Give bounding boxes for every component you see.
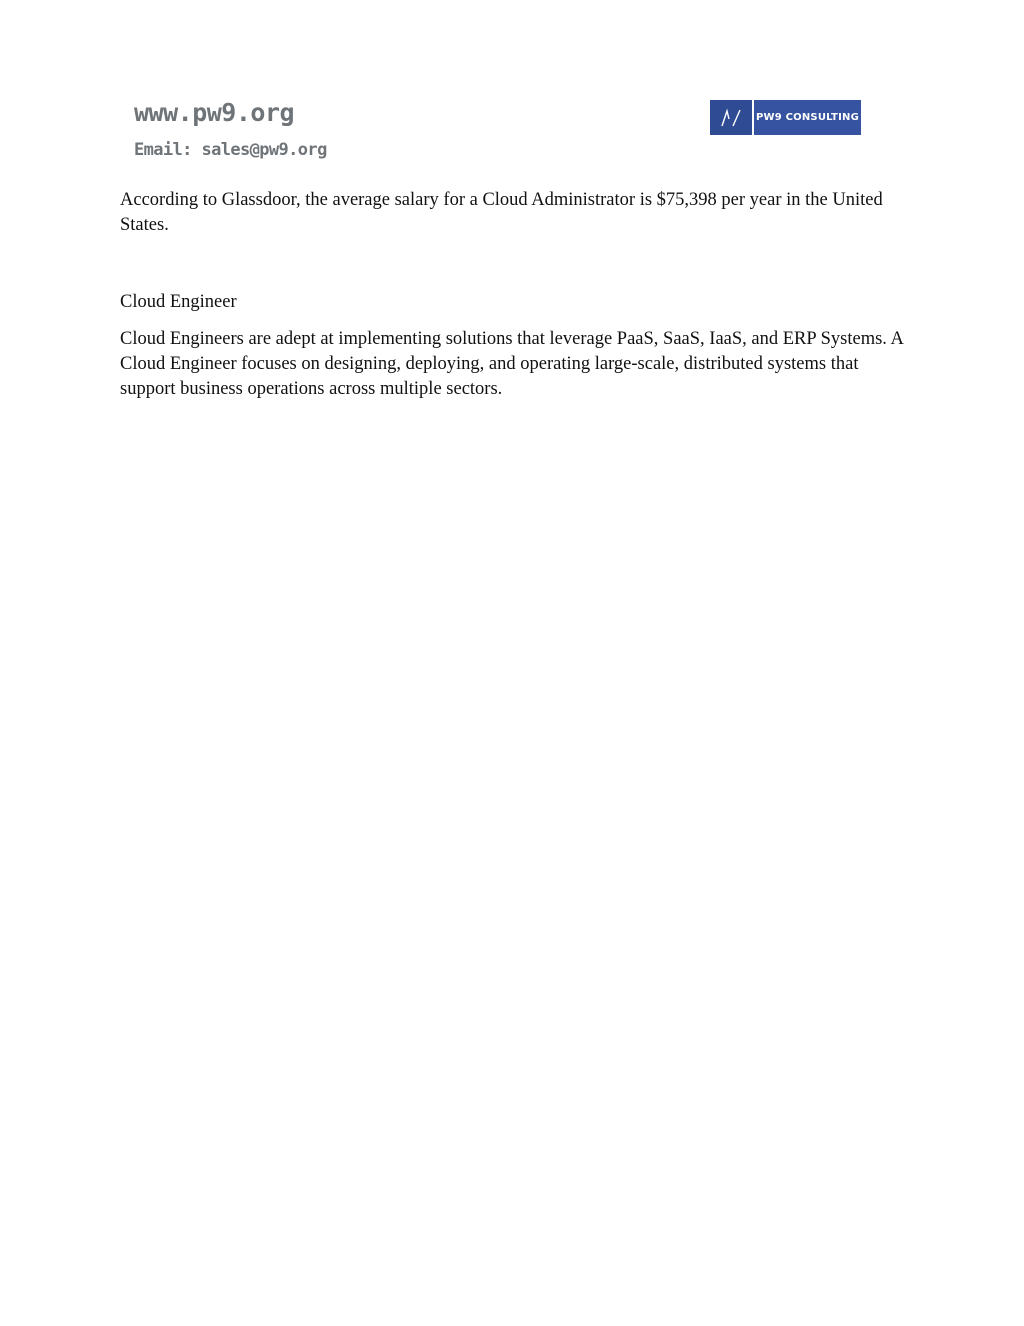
section-paragraph: Cloud Engineers are adept at implementing solutions that leverage PaaS, SaaS, IaaS, and ERP Systems. A Cloud Engineer focuses on designing, deploying, and operating large-scale, distributed systems that support business operations across multiple sectors. <box>120 329 903 399</box>
logo-text: PW9 CONSULTING <box>756 112 859 123</box>
section-heading: Cloud Engineer <box>120 292 237 312</box>
salary-paragraph: According to Glassdoor, the average salary for a Cloud Administrator is $75,398 per year in the United States. <box>120 190 883 235</box>
pw9-logo-mark-icon <box>710 100 754 135</box>
website-url: www.pw9.org <box>134 98 295 127</box>
document-body <box>120 188 910 402</box>
pw9-consulting-logo <box>710 100 861 135</box>
contact-email: Email: sales@pw9.org <box>134 140 327 160</box>
